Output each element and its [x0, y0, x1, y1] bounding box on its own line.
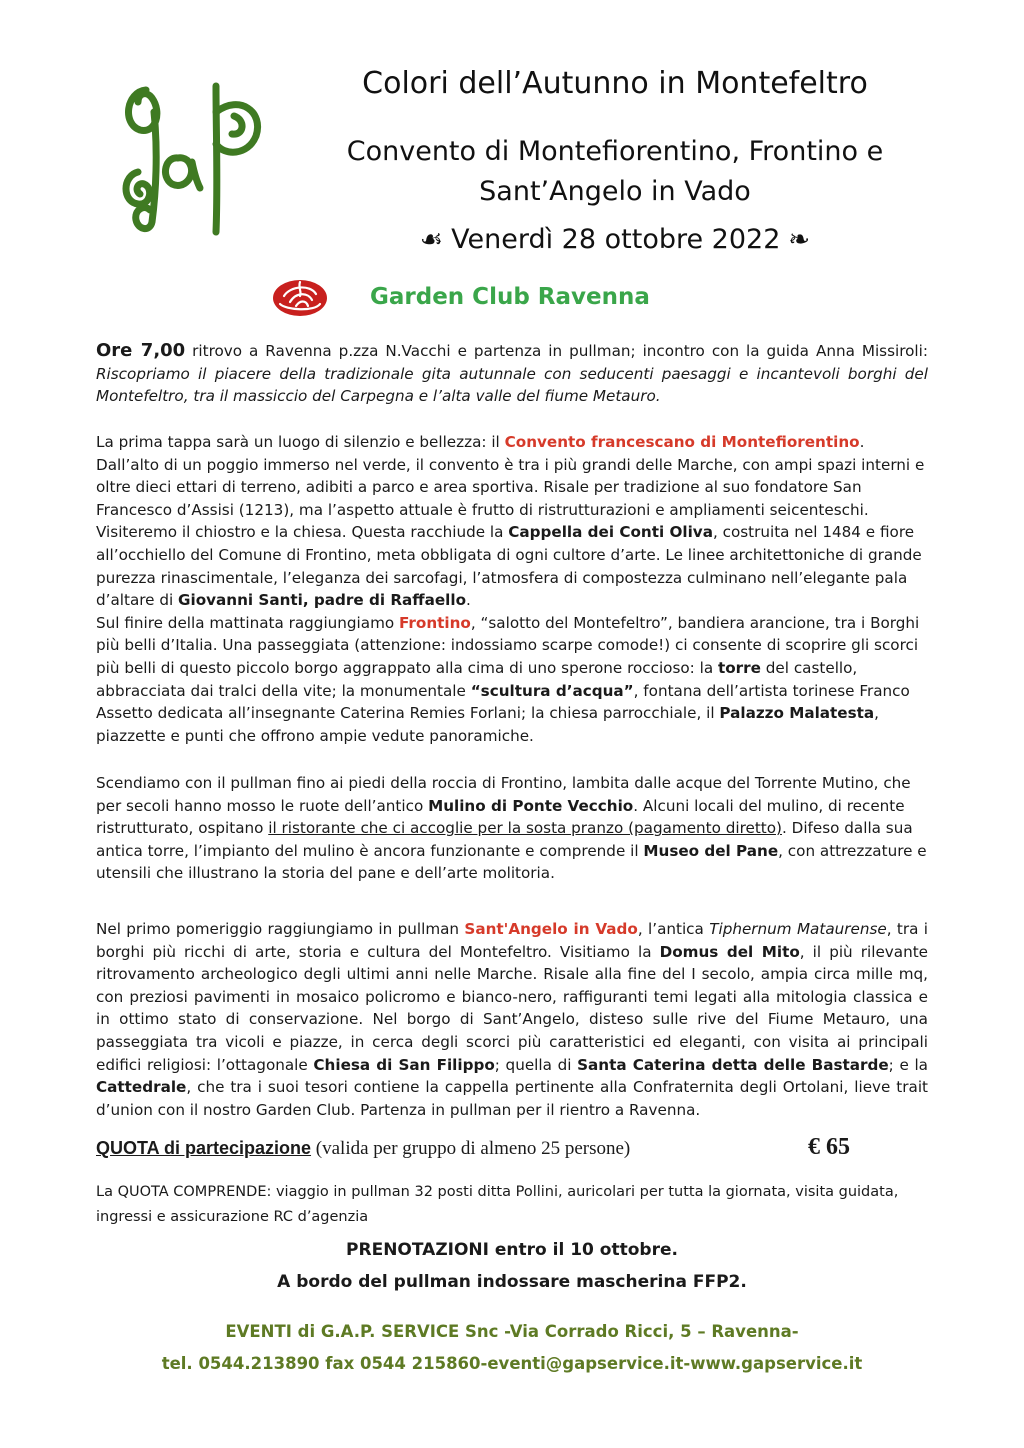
- lunch-note: il ristorante che ci accoglie per la sosta pranzo (pagamento diretto): [268, 819, 782, 838]
- subtitle-line-1: Convento di Montefiorentino, Frontino e: [346, 136, 884, 167]
- quota-comprende: La QUOTA COMPRENDE: viaggio in pullman 32 posti ditta Pollini, auricolari per tutta la giornata, visita guidata, ingressi e assicurazione RC d’agenzia: [96, 1184, 899, 1225]
- quota-label: QUOTA di partecipazione: [96, 1138, 312, 1158]
- paragraph-mulino: Scendiamo con il pullman fino ai piedi della roccia di Frontino, lambita dalle acque del Torrente Mutino, che per secoli hanno mosso le ruote dell’antico Mulino di Ponte Vecchio. Alcuni locali del mulino, di recente ristrutturato, ospitano il ristorante che ci accoglie per la sosta pranzo (pagamento diretto). Difeso dalla sua antica torre, l’impianto del mulino è ancora funzionante e comprende il Museo del Pane, con attrezzature e utensili che illustrano la storia del pane e dell’arte molitoria.: [96, 774, 927, 883]
- meeting-time: Ore 7,00: [96, 340, 186, 361]
- quota-price: € 65: [808, 1134, 850, 1160]
- gap-logo: [116, 72, 266, 237]
- highlight-convento: Convento francescano di Montefiorentino: [504, 433, 860, 451]
- comprende-label: La QUOTA COMPRENDE: [96, 1184, 267, 1200]
- highlight-frontino: Frontino: [399, 613, 471, 632]
- ornament-right-icon: ❧: [788, 225, 811, 255]
- club-name: Garden Club Ravenna: [370, 284, 650, 310]
- date-text: Venerdì 28 ottobre 2022: [451, 224, 781, 255]
- event-subtitle: [290, 132, 940, 212]
- paragraph-montefiorentino: La prima tappa sarà un luogo di silenzio e bellezza: il Convento francescano di Montefiorentino. Dall’alto di un poggio immerso nel verde, il convento è tra i più grandi delle Marche, con ampi spazi interni e oltre dieci ettari di terreno, adibiti a parco e area sportiva. Risale per tradizione al suo fondatore San Francesco d’Assisi (1213), ma l’aspetto attuale è frutto di ristrutturazioni e ampliamenti seicenteschi. Visiteremo il chiostro e la chiesa. Questa racchiude la Cappella dei Conti Oliva, costruita nel 1484 e fiore all’occhiello del Comune di Frontino, meta obbligata di ogni cultore d’arte. Le linee architettoniche di grande purezza rinascimentale, l’eleganza dei sarcofagi, l’atmosfera di compostezza culminano nell’elegante pala d’altare di Giovanni Santi, padre di Raffaello. Sul finire della mattinata raggiungiamo Frontino, “salotto del Montefeltro”, bandiera arancione, tra i Borghi più belli d’Italia. Una passeggiata (attenzione: indossiamo scarpe comode!) ci consente di scoprire gli scorci più belli di questo piccolo borgo aggrappato alla cima di uno sperone roccioso: la torre del castello, abbracciata dai tralci della vite; la monumentale “scultura d’acqua”, fontana dell’artista torinese Franco Assetto dedicata all’insegnante Caterina Remies Forlani; la chiesa parrocchiale, il Palazzo Malatesta, piazzette e punti che offrono ampie vedute panoramiche.: [96, 433, 925, 745]
- event-date: [290, 224, 940, 255]
- event-title: Colori dell’Autunno in Montefeltro: [362, 66, 868, 101]
- paragraph-intro: Ore 7,00 ritrovo a Ravenna p.zza N.Vacchi e partenza in pullman; incontro con la guida Anna Missiroli: Riscopriamo il piacere della tradizionale gita autunnale con seducenti paesaggi e incantevoli borghi del Montefeltro, tra il massiccio del Carpegna e l’alta valle del fiume Metauro.: [96, 340, 928, 406]
- rose-logo: [270, 276, 330, 318]
- ornament-left-icon: ☙: [419, 225, 444, 255]
- footer-address: EVENTI di G.A.P. SERVICE Snc -Via Corrado Ricci, 5 – Ravenna-: [225, 1322, 799, 1341]
- footer-contacts: tel. 0544.213890 fax 0544 215860-eventi@gapservice.it-www.gapservice.it: [161, 1354, 863, 1373]
- prenotazioni-deadline: PRENOTAZIONI entro il 10 ottobre.: [346, 1240, 678, 1260]
- subtitle-line-2: Sant’Angelo in Vado: [479, 176, 751, 207]
- quota-note: (valida per gruppo di almeno 25 persone): [311, 1138, 631, 1159]
- intro-quote: Riscopriamo il piacere della tradizionale gita autunnale con seducenti paesaggi e incantevoli borghi del Montefeltro, tra il massiccio del Carpegna e l’alta valle del fiume Metauro.: [96, 364, 928, 406]
- highlight-santangelo: Sant'Angelo in Vado: [464, 920, 638, 938]
- quota-line: [96, 1138, 896, 1160]
- mask-notice: A bordo del pullman indossare mascherina FFP2.: [277, 1272, 747, 1292]
- paragraph-santangelo: Nel primo pomeriggio raggiungiamo in pullman Sant'Angelo in Vado, l’antica Tiphernum Mataurense, tra i borghi più ricchi di arte, storia e cultura del Montefeltro. Visitiamo la Domus del Mito, il più rilevante ritrovamento archeologico degli ultimi anni nelle Marche. Risale alla fine del I secolo, ampia circa mille mq, con preziosi pavimenti in mosaico policromo e bianco-nero, raffiguranti temi legati alla mitologia classica e in ottimo stato di conservazione. Nel borgo di Sant’Angelo, disteso sulle rive del Fiume Metauro, una passeggiata tra vicoli e piazze, in cerca degli scorci più caratteristici ed eleganti, con visita ai principali edifici religiosi: l’ottagonale Chiesa di San Filippo; quella di Santa Caterina detta delle Bastarde; e la Cattedrale, che tra i suoi tesori contiene la cappella pertinente alla Confraternita degli Ortolani, lieve trait d’union con il nostro Garden Club. Partenza in pullman per il rientro a Ravenna.: [96, 920, 929, 1119]
